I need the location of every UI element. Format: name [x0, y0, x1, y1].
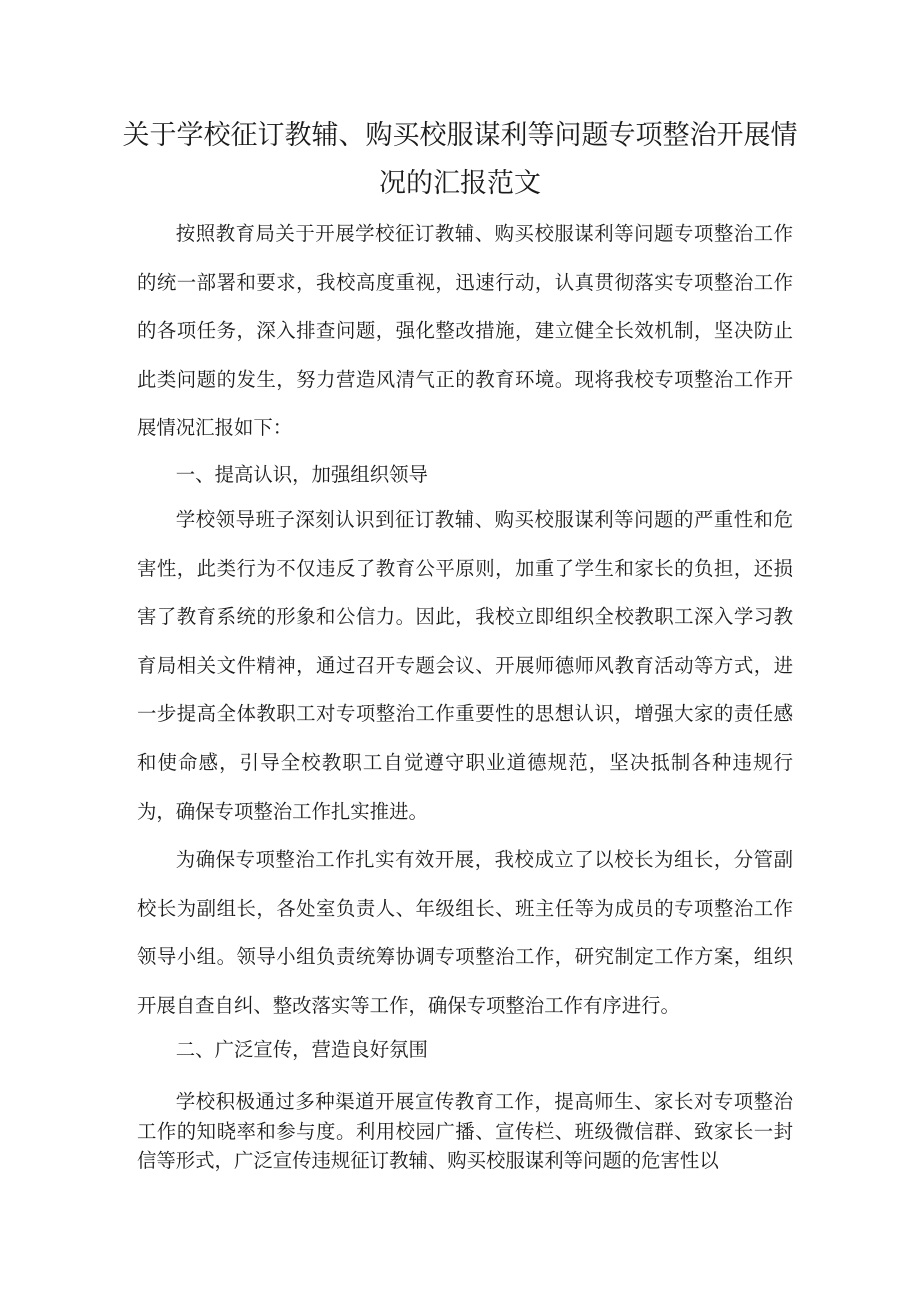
- section-1-paragraph-1: 学校领导班子深刻认识到征订教辅、购买校服谋利等问题的严重性和危害性，此类行为不仅违反了教育公平原则，加重了学生和家长的负担，还损害了教育系统的形象和公信力。因此，我校立即组织全校教职工深入学习教育局相关文件精神，通过召开专题会议、开展师德师风教育活动等方式，进一步提高全体教职工对专项整治工作重要性的思想认识，增强大家的责任感和使命感，引导全校教职工自觉遵守职业道德规范，坚决抵制各种违规行为，确保专项整治工作扎实推进。: [137, 508, 793, 823]
- section-2-heading: 二、广泛宣传，营造良好氛围: [175, 1038, 428, 1061]
- document-title: [120, 112, 800, 208]
- section-2-paragraph-1: 学校积极通过多种渠道开展宣传教育工作，提高师生、家长对专项整治工作的知晓率和参与度。利用校园广播、宣传栏、班级微信群、致家长一封信等形式，广泛宣传违规征订教辅、购买校服谋利等问题的危害性以: [137, 1090, 793, 1172]
- section-1-heading: 一、提高认识，加强组织领导: [175, 463, 428, 486]
- title-line-1: 关于学校征订教辅、购买校服谋利等问题专项整治开展情: [122, 120, 798, 151]
- section-1-paragraph-2: 为确保专项整治工作扎实有效开展，我校成立了以校长为组长，分管副校长为副组长，各处室负责人、年级组长、班主任等为成员的专项整治工作领导小组。领导小组负责统筹协调专项整治工作，研究制定工作方案，组织开展自查自纠、整改落实等工作，确保专项整治工作有序进行。: [137, 848, 793, 1017]
- title-line-2: 况的汇报范文: [379, 168, 541, 199]
- intro-paragraph: 按照教育局关于开展学校征订教辅、购买校服谋利等问题专项整治工作的统一部署和要求，我校高度重视，迅速行动，认真贯彻落实专项整治工作的各项任务，深入排查问题，强化整改措施，建立健全长效机制，坚决防止此类问题的发生，努力营造风清气正的教育环境。现将我校专项整治工作开展情况汇报如下：: [137, 222, 793, 440]
